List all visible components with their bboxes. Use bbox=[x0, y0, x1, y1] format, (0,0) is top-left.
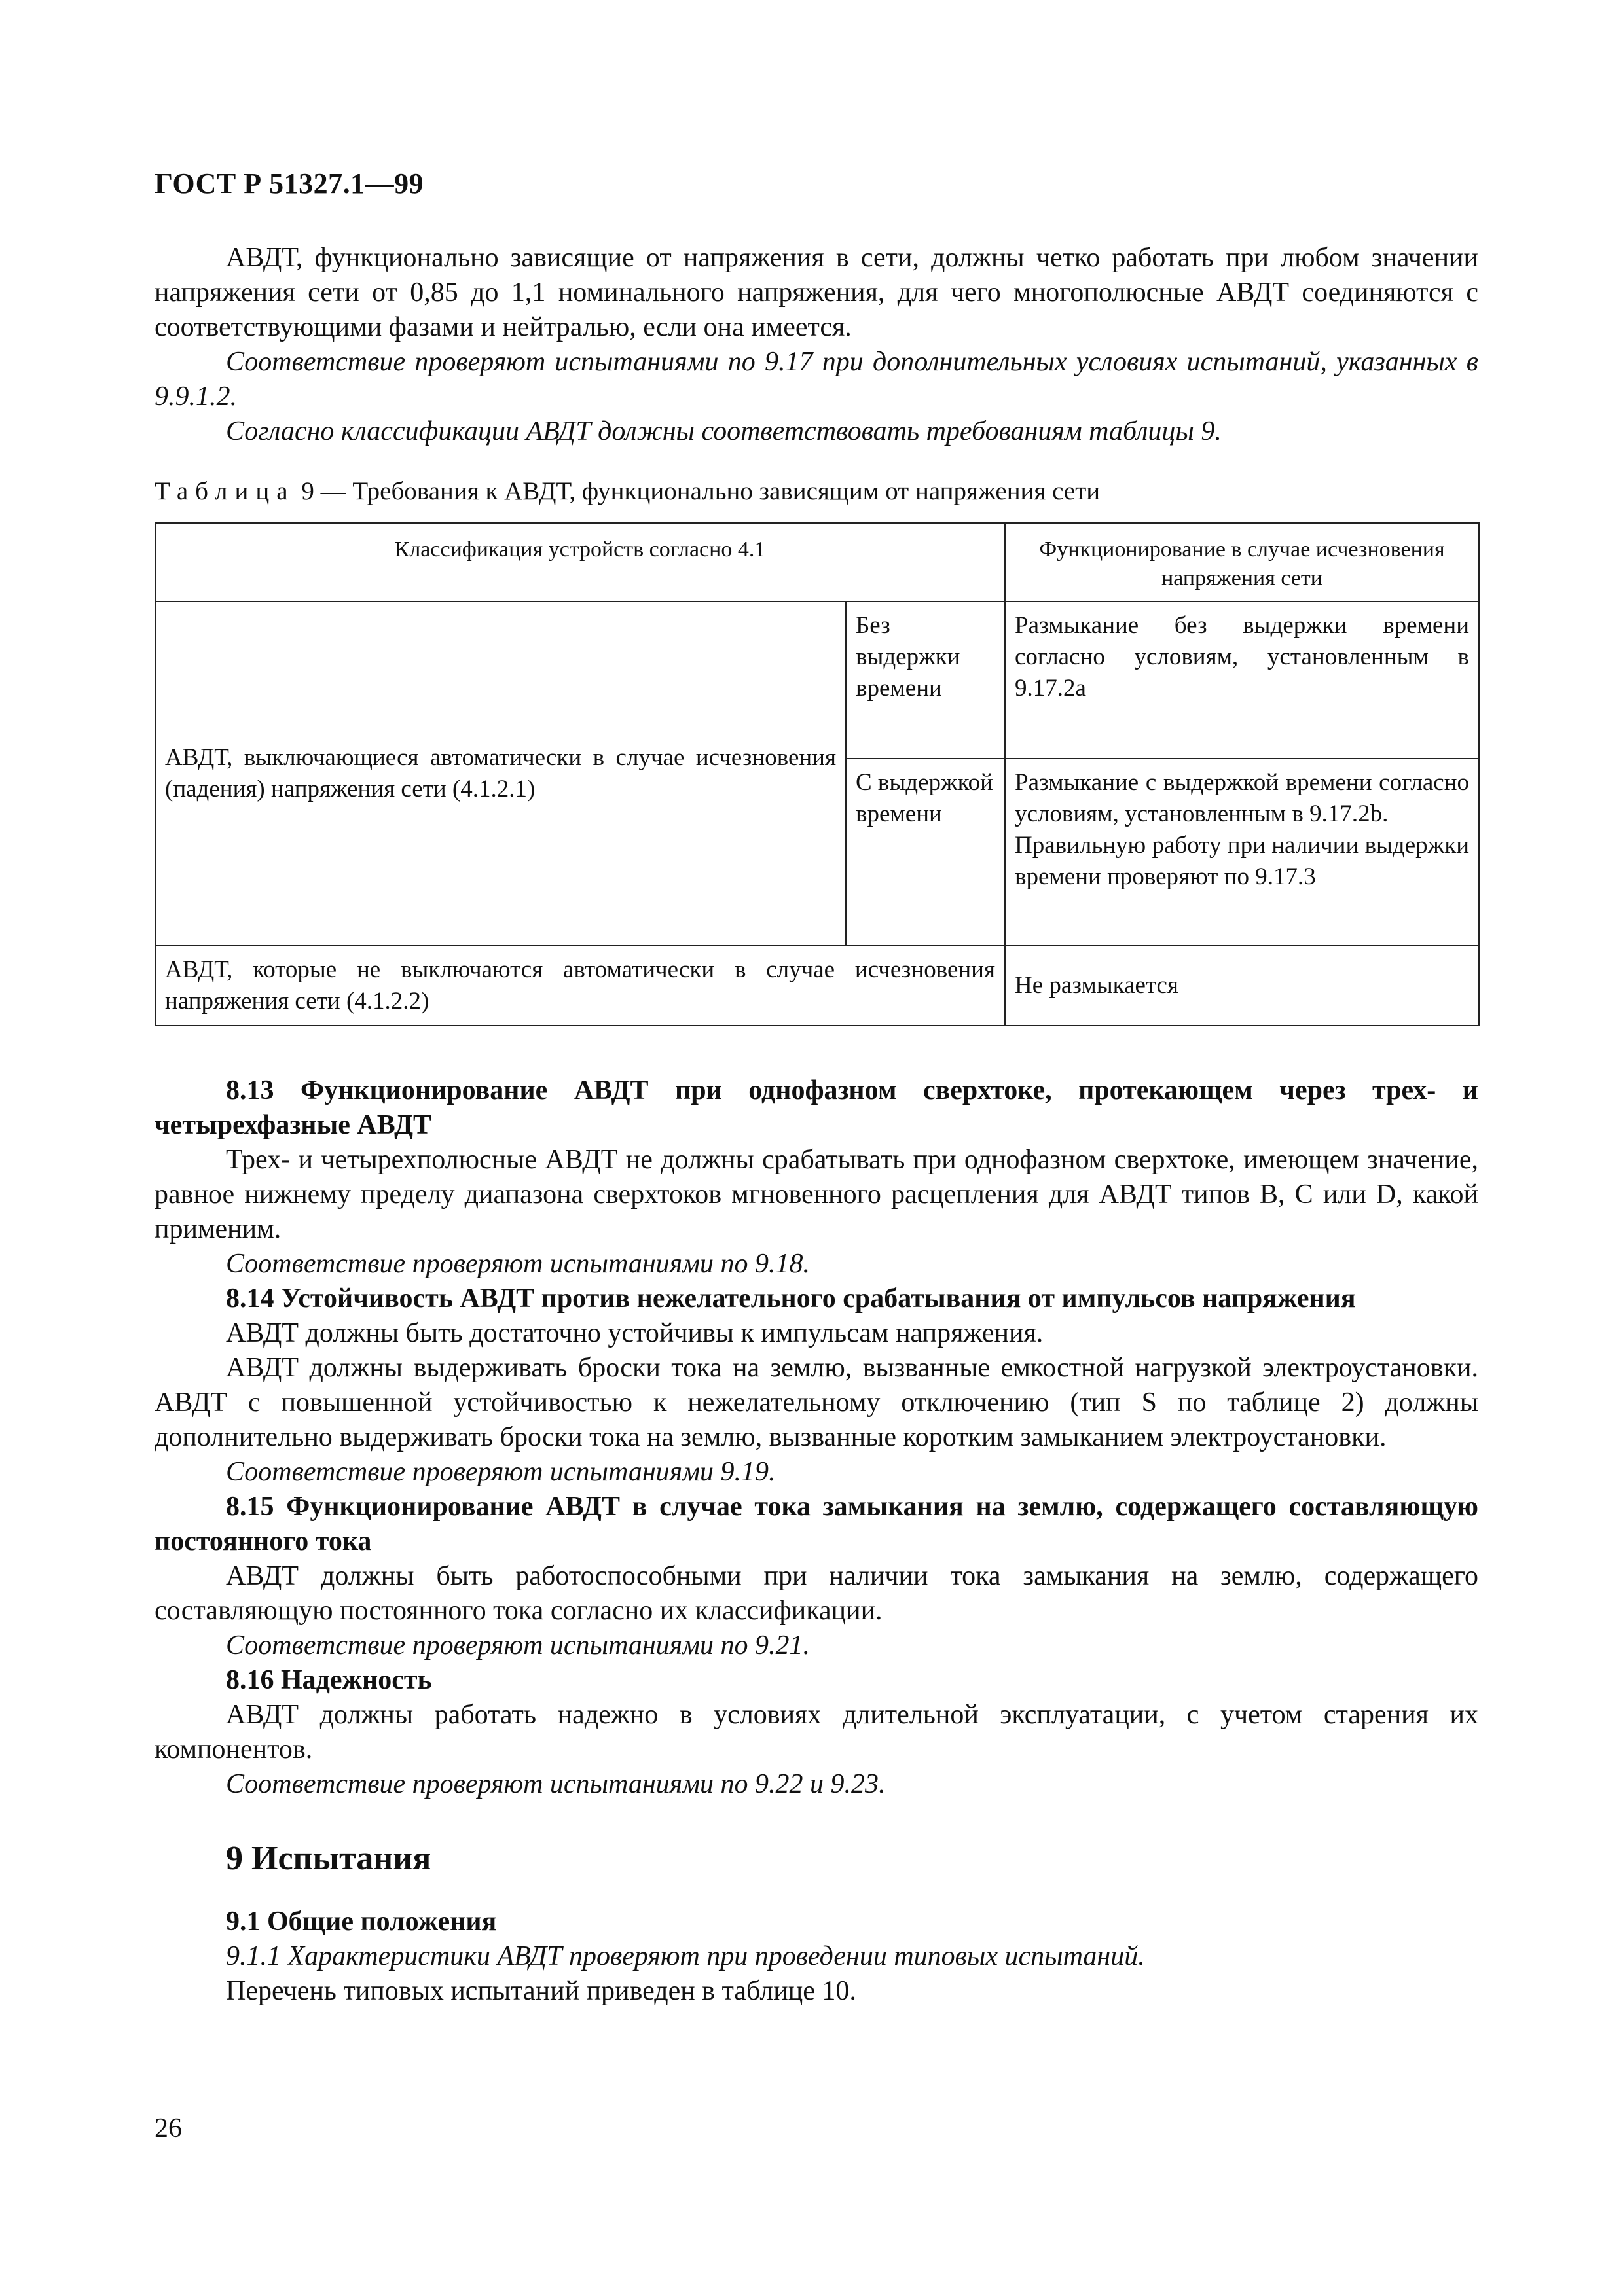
section-8-14-text-2: АВДТ должны выдерживать броски тока на землю, вызванные емкостной нагрузкой электроустановки. АВДТ с повышенной устойчивостью к нежелательному отключению (тип S по таблице 2) должны дополнительно выдерживать броски тока на землю, вызванные коротким замыканием электроустановки. bbox=[155, 1353, 1478, 1452]
table-cell-device-auto: АВДТ, выключающиеся автоматически в случае исчезновения (падения) напряжения сети (4.1.2.1) bbox=[155, 601, 846, 946]
section-8-15-check: Соответствие проверяют испытаниями по 9.21. bbox=[226, 1630, 811, 1660]
table-header-row bbox=[155, 523, 1479, 601]
table-cell-no-delay: Без выдержки времени bbox=[846, 601, 1005, 759]
intro-paragraph-2: Соответствие проверяют испытаниями по 9.17 при дополнительных условиях испытаний, указанных в 9.9.1.2. bbox=[155, 347, 1478, 412]
section-8-13-heading: 8.13 Функционирование АВДТ при однофазном сверхтоке, протекающем через трех- и четырехфазные АВДТ bbox=[155, 1075, 1478, 1140]
section-8-14-text-1: АВДТ должны быть достаточно устойчивы к импульсам напряжения. bbox=[226, 1318, 1044, 1348]
section-8-14-heading: 8.14 Устойчивость АВДТ против нежелательного срабатывания от импульсов напряжения bbox=[226, 1283, 1356, 1314]
table-cell-with-delay: С выдержкой времени bbox=[846, 759, 1005, 946]
section-8-14-check: Соответствие проверяют испытаниями 9.19. bbox=[226, 1457, 776, 1487]
section-9-1-heading: 9.1 Общие положения bbox=[226, 1907, 497, 1937]
table-row bbox=[155, 946, 1479, 1026]
section-8-16-check: Соответствие проверяют испытаниями по 9.22 и 9.23. bbox=[226, 1769, 886, 1799]
table-9-caption-label: Таблица bbox=[155, 477, 295, 505]
table-cell-function-manual: Не размыкается bbox=[1005, 946, 1479, 1026]
section-8-16-heading: 8.16 Надежность bbox=[226, 1665, 432, 1695]
table-cell-device-manual: АВДТ, которые не выключаются автоматически в случае исчезновения напряжения сети (4.1.2.2) bbox=[155, 946, 1005, 1026]
section-8-15-text: АВДТ должны быть работоспособными при наличии тока замыкания на землю, содержащего составляющую постоянного тока согласно их классификации. bbox=[155, 1561, 1478, 1626]
table-9-caption-title: 9 — Требования к АВДТ, функционально зависящим от напряжения сети bbox=[295, 477, 1101, 505]
section-9-1-1-text: 9.1.1 Характеристики АВДТ проверяют при проведении типовых испытаний. bbox=[226, 1941, 1145, 1971]
table-row bbox=[155, 601, 1479, 759]
intro-paragraph-1: АВДТ, функционально зависящие от напряжения в сети, должны четко работать при любом значении напряжения сети от 0,85 до 1,1 номинального напряжения, для чего многополюсные АВДТ соединяются с соответствующими фазами и нейтралью, если она имеется. bbox=[155, 243, 1478, 342]
function-with-delay-note: Правильную работу при наличии выдержки времени проверяют по 9.17.3 bbox=[1015, 832, 1469, 890]
table-9-caption bbox=[155, 475, 1478, 508]
table-header-function: Функционирование в случае исчезновения напряжения сети bbox=[1005, 523, 1479, 601]
section-8-16-text: АВДТ должны работать надежно в условиях длительной эксплуатации, с учетом старения их компонентов. bbox=[155, 1700, 1478, 1765]
table-header-classification: Классификация устройств согласно 4.1 bbox=[155, 523, 1005, 601]
table-cell-function-no-delay: Размыкание без выдержки времени согласно условиям, установленным в 9.17.2а bbox=[1005, 601, 1479, 759]
document-header: ГОСТ Р 51327.1—99 bbox=[155, 168, 424, 200]
intro-paragraph-3: Согласно классификации АВДТ должны соответствовать требованиям таблицы 9. bbox=[226, 416, 1222, 446]
function-with-delay-text: Размыкание с выдержкой времени согласно условиям, установленным в 9.17.2b. bbox=[1015, 769, 1469, 827]
section-9-heading: 9 Испытания bbox=[226, 1840, 431, 1877]
section-8-15-heading: 8.15 Функционирование АВДТ в случае тока замыкания на землю, содержащего составляющую постоянного тока bbox=[155, 1492, 1478, 1556]
section-9-1-1-list-note: Перечень типовых испытаний приведен в таблице 10. bbox=[226, 1976, 856, 2006]
table-cell-function-with-delay bbox=[1005, 759, 1479, 946]
document-body bbox=[155, 241, 1478, 2009]
section-8-13-text: Трех- и четырехполюсные АВДТ не должны срабатывать при однофазном сверхтоке, имеющем значение, равное нижнему пределу диапазона сверхтоков мгновенного расцепления для АВДТ типов B, C или D, какой применим. bbox=[155, 1145, 1478, 1244]
section-8-13-check: Соответствие проверяют испытаниями по 9.18. bbox=[226, 1249, 811, 1279]
page-number: 26 bbox=[155, 2113, 182, 2144]
table-9 bbox=[155, 522, 1480, 1026]
